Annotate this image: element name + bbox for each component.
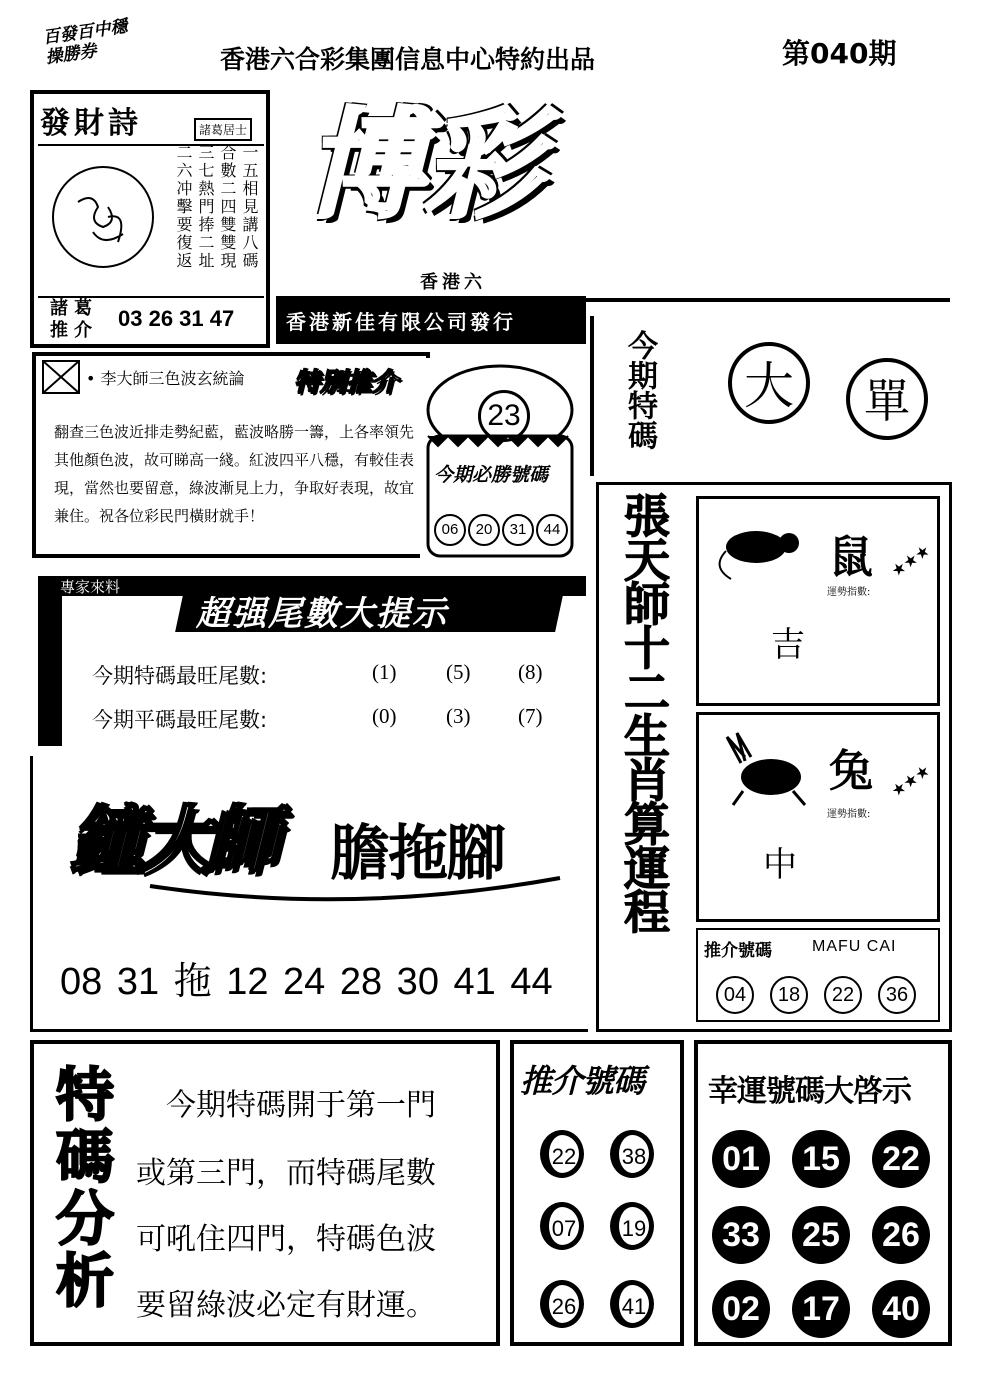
- this-issue-size: 大: [728, 342, 810, 424]
- analysis-line-1: 今期特碼開于第一門: [166, 1088, 436, 1123]
- expert-line1-v3: (8): [518, 660, 543, 684]
- expert-line1-v1: (1): [372, 660, 397, 684]
- recommend-title: 推介號碼: [520, 1062, 645, 1100]
- zodiac-rec-ball-4: 36: [878, 976, 916, 1014]
- recommend-box: [510, 1040, 684, 1346]
- issue-number: 第040期: [782, 37, 897, 70]
- zhong-title-1: 鐘大師: [70, 798, 275, 882]
- zhong-underline: [150, 876, 570, 906]
- zodiac-rec-brand: MAFU CAI: [812, 938, 897, 955]
- zhong-numbers: 08 31 拖 12 24 28 30 41 44: [60, 961, 553, 1003]
- poem-rec-numbers: 03 26 31 47: [118, 306, 235, 331]
- lucky-ball-8: 17: [792, 1280, 850, 1338]
- must-win-ball-3: 31: [502, 514, 534, 546]
- header-logo: [41, 16, 174, 68]
- color-theory-title: • 李大師三色波玄統論: [86, 369, 245, 388]
- must-win-ball-1: 06: [434, 514, 466, 546]
- zodiac-vertical-title: 張天師十二生肖算運程: [617, 492, 671, 932]
- poem-rec-label-2: 推介: [50, 320, 98, 341]
- poem-col-1: 一五相見講八碼: [240, 144, 259, 270]
- header-logo-text: 百發百中穩操勝券: [41, 16, 129, 68]
- zodiac-index-label-1: 運勢指數:: [827, 587, 871, 598]
- zodiac-index-label-2: 運勢指數:: [827, 809, 871, 820]
- analysis-side-title: 特碼分析: [46, 1064, 114, 1312]
- poem-rec-label-1: 諸葛: [50, 298, 98, 319]
- lucky-ball-1: 01: [712, 1130, 770, 1188]
- rabbit-icon: [723, 731, 813, 811]
- lucky-ball-4: 33: [712, 1206, 770, 1264]
- must-win-ball-4: 44: [536, 514, 568, 546]
- must-win-label: 今期必勝號碼: [434, 464, 549, 486]
- zodiac-rec-label: 推介號碼: [704, 941, 772, 961]
- zodiac-stars-1: ★★★: [887, 540, 934, 581]
- recommend-ball-6: 41: [610, 1280, 654, 1328]
- recommend-ball-5: 26: [540, 1280, 584, 1328]
- this-issue-rule: [590, 316, 594, 476]
- zhong-title-2: 膽拖腳: [330, 819, 504, 889]
- recommend-ball-1: 22: [540, 1130, 584, 1178]
- analysis-line-4: 要留綠波必定有財運。: [136, 1288, 436, 1323]
- expert-title: 超强尾數大提示: [196, 594, 448, 634]
- recommend-ball-4: 19: [610, 1202, 654, 1250]
- expert-leftbar: [38, 576, 62, 746]
- expert-line2-label: 今期平碼最旺尾數:: [92, 708, 268, 732]
- lucky-ball-7: 02: [712, 1280, 770, 1338]
- zodiac-rec-ball-2: 18: [770, 976, 808, 1014]
- poem-col-2: 合數二四雙雙現: [218, 144, 237, 270]
- masthead-sub: 香港六: [420, 272, 486, 293]
- must-win-ball-2: 20: [468, 514, 500, 546]
- lucky-ball-9: 40: [872, 1280, 930, 1338]
- zodiac-card-rabbit: [696, 712, 940, 922]
- poem-col-4: 二六冲擊要復返: [174, 144, 193, 270]
- this-issue-parity: 單: [846, 358, 928, 440]
- masthead-publisher: 香港新佳有限公司發行: [286, 310, 516, 334]
- expert-line2-v3: (7): [518, 704, 543, 728]
- recommend-ball-3: 07: [540, 1202, 584, 1250]
- lucky-box: [694, 1040, 952, 1346]
- must-win-box: [420, 358, 580, 560]
- analysis-line-3: 可吼住四門，特碼色波: [136, 1222, 436, 1257]
- lucky-ball-2: 15: [792, 1130, 850, 1188]
- color-theory-body: 翻查三色波近排走勢紀藍，藍波略勝一籌，上各率領先其他顏色波，故可睇高一綫。紅波四平八穩，有較佳表現，當然也要留意，綠波漸見上力，争取好表現，故宜兼住。祝各位彩民門橫財就手！: [54, 423, 415, 525]
- rat-icon: [711, 517, 811, 587]
- lucky-title: 幸運號碼大啓示: [708, 1074, 911, 1109]
- color-theory-box: [32, 352, 430, 558]
- zodiac-rec-box: [696, 928, 940, 1022]
- expert-line2-v2: (3): [446, 704, 471, 728]
- analysis-line-2: 或第三門，而特碼尾數: [136, 1156, 436, 1191]
- this-issue-label: 今期特碼: [622, 330, 657, 450]
- recommend-ball-2: 38: [610, 1130, 654, 1178]
- expert-tag: 專家來料: [60, 578, 121, 596]
- lucky-ball-6: 26: [872, 1206, 930, 1264]
- zodiac-animal-2: 兔: [829, 746, 873, 797]
- zodiac-fortune-1: 吉: [771, 625, 805, 665]
- lucky-ball-3: 22: [872, 1130, 930, 1188]
- zodiac-fortune-2: 中: [763, 845, 797, 885]
- poem-col-3: 三七熱門捧二址: [196, 144, 215, 270]
- masthead-big: 博彩: [306, 96, 543, 234]
- zodiac-animal-1: 鼠: [829, 532, 873, 583]
- expert-line1-label: 今期特碼最旺尾數:: [92, 664, 268, 688]
- must-win-number: 23: [478, 390, 530, 442]
- poem-title: 發財詩: [40, 106, 142, 141]
- poem-box: [30, 90, 270, 348]
- close-box-icon: [42, 360, 80, 394]
- color-theory-special: 特別推介: [294, 368, 399, 398]
- signature-seal: [48, 162, 158, 272]
- zodiac-rec-ball-1: 04: [716, 976, 754, 1014]
- lucky-ball-5: 25: [792, 1206, 850, 1264]
- zodiac-stars-2: ★★★: [887, 760, 934, 801]
- header-title: 香港六合彩集團信息中心特約出品: [220, 45, 596, 74]
- expert-line1-v2: (5): [446, 660, 471, 684]
- zodiac-rec-ball-3: 22: [824, 976, 862, 1014]
- poem-author: 諸葛居士: [194, 118, 252, 141]
- expert-line2-v1: (0): [372, 704, 397, 728]
- analysis-box: [30, 1040, 500, 1346]
- zodiac-card-rat: [696, 496, 940, 706]
